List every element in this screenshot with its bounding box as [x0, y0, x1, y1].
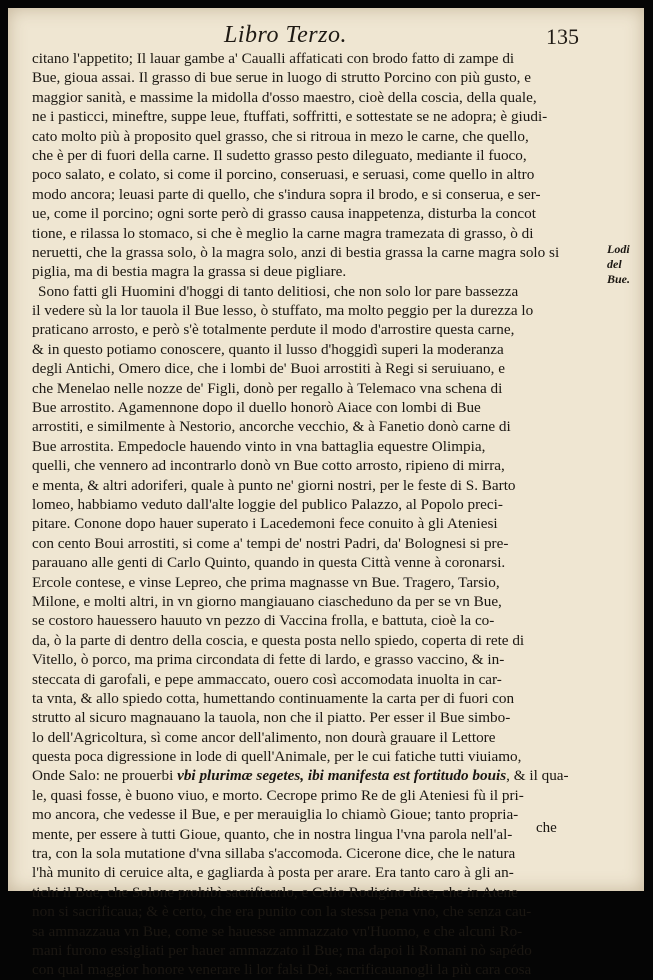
- latin-proverb: vbi plurimæ segetes, ibi manifesta est fortitudo bouis: [177, 767, 507, 785]
- text-line: ne i pasticci, mineftre, suppe leue, ftuffati, soffritti, e sottestate se ne adopra; è giudi-: [32, 108, 548, 126]
- text-line: sa ammazzaua vn Bue, come se hauesse ammazzato vn'Huomo, e che alcuni Ro-: [32, 922, 523, 940]
- text-line: Milone, e molti altri, in vn giorno mangiauano ciascheduno da per se vn Bue,: [32, 592, 502, 610]
- catchword: che: [536, 820, 557, 836]
- marginal-note-line: Lodi: [607, 242, 630, 256]
- text-line: tione, e rilassa lo stomaco, si che è meglio la carne magra tramezata di grasso, ò di: [32, 224, 534, 242]
- text-line: degli Antichi, Omero dice, che i lombi de' Buoi arrostiti à Regi si seruiuano, e: [32, 360, 506, 378]
- text-line: piglia, ma di bestia magra la grassa si deue pigliare.: [32, 263, 347, 281]
- paragraph-start-line: Sono fatti gli Huomini d'hoggi di tanto delitiosi, che non solo lor pare bassezza: [38, 282, 519, 300]
- text-line: Ercole contese, e vinse Lepreo, che prima magnasse vn Bue. Tragero, Tarsio,: [32, 573, 500, 591]
- text-line: mo ancora, che vedesse il Bue, e per merauiglia lo chiamò Gioue; tanto propria-: [32, 806, 519, 824]
- text-line: ue, come il porcino; ogni sorte però di grasso causa inappetenza, disturba la concot: [32, 205, 536, 223]
- body-text: [32, 49, 604, 980]
- text-line: poco salato, e colato, si come il porcino, conseruasi, e seruasi, come quello in altro: [32, 166, 535, 184]
- text-line: parauano alle genti di Carlo Quinto, quando in questa Città venne à coronarsi.: [32, 554, 506, 572]
- text-line: arrostiti, e similmente à Nestorio, ancorche vecchio, & à Fanetio donò carne di: [32, 418, 511, 436]
- text-line: praticano arrosto, e però s'è totalmente perdute il modo d'arrostire questa carne,: [32, 321, 515, 339]
- text-line: non si sacrificaua; & è certo, che era punito con la stessa pena vno, che senza cau-: [32, 903, 532, 921]
- text-line: ta vnta, & allo spiedo cotta, humettando continuamente la carta per di fuori con: [32, 689, 515, 707]
- text-line: lo dell'Agricoltura, sì come ancor dell'alimento, non dourà grauare il Lettore: [32, 728, 496, 746]
- text-line: pitare. Conone dopo hauer superato i Lacedemoni fece conuito à gli Ateniesi: [32, 515, 498, 533]
- text-line: mani furono essigliati per hauer ammazzato il Bue; ma dapoi li Romani nò sapédo: [32, 941, 532, 959]
- text-line: cato molto più à proposito quel grasso, che si ritroua in mezo le carne, che quello,: [32, 127, 529, 145]
- text-line: con qual maggior honore venerare li lor falsi Dei, sacrificauanogli la più cara cosa: [32, 961, 532, 979]
- running-title: Libro Terzo.: [224, 22, 347, 48]
- text-line: tichi il Bue, che Solone prohibì sacrificarlo, e Celio Rodigino dice, che in Atene: [32, 883, 518, 901]
- text-line: che è per di fuori della carne. Il sudetto grasso pesto dileguato, mediante il fuoco,: [32, 146, 527, 164]
- text-line: neruetti, che la grassa solo, ò la magra solo, anzi di bestia grassa la carne magra solo si: [32, 243, 560, 261]
- text-line: lomeo, habbiamo veduto dall'alte loggie del publico Palazzo, al Popolo preci-: [32, 495, 503, 513]
- text-line: citano l'appetito; Il lauar gambe a' Caualli affaticati con brodo fatto di zampe di: [32, 50, 515, 67]
- text-line: con cento Boui arrostiti, si come a' tempi de' nostri Padri, da' Bolognesi si pre-: [32, 534, 509, 552]
- text-line: e menta, & altri adoriferi, quale à punto ne' giorni nostri, per le feste di S. Barto: [32, 476, 516, 494]
- text-line: che Menelao nelle nozze de' Figli, donò per regallo à Telemaco vna schena di: [32, 379, 503, 397]
- text-line: steccata di garofali, e pepe ammaccato, ouero così accomodata inuolta in car-: [32, 670, 502, 688]
- text-line: maggior sanità, e massime la midolla d'osso maestro, cioè della coscia, della quale,: [32, 88, 537, 106]
- text-line: l'hà munito di ceruice alta, e gagliarda à posta per arare. Era tanto caro à gli an-: [32, 864, 514, 882]
- proverb-continuation: , & il qua-: [506, 767, 569, 785]
- proverb-line: [32, 766, 604, 785]
- page-number: 135: [546, 24, 579, 49]
- text-line: strutto al sicuro magnauano la tauola, non che il piatto. Per esser il Bue simbo-: [32, 709, 511, 727]
- text-line: quelli, che vennero ad incontrarlo donò vn Bue cotto arrosto, ripieno di mirra,: [32, 457, 505, 475]
- text-line: Bue arrostita. Empedocle hauendo vinto in vna battaglia equestre Olimpia,: [32, 437, 486, 455]
- text-line: Bue arrostito. Agamennone dopo il duello honorò Aiace con lombi di Bue: [32, 399, 481, 417]
- text-line: questa poca digressione in lode di quell'Animale, per le cui fatiche tutti viuiamo,: [32, 748, 522, 766]
- text-line: Vitello, ò porco, ma prima circondata di fette di lardo, e grasso vaccino, & in-: [32, 651, 505, 669]
- text-line: se costoro hauessero hauuto vn pezzo di Vaccina frolla, e battuta, cioè la co-: [32, 612, 495, 630]
- text-line: & in questo potiamo conoscere, quanto il lusso d'hoggidì superi la moderanza: [32, 340, 504, 358]
- marginal-note-line: del Bue.: [607, 257, 631, 286]
- text-line: da, ò la parte di dentro della coscia, e questa posta nello spiedo, coperta di rete di: [32, 631, 525, 649]
- marginal-note: [607, 242, 639, 287]
- text-line: il vedere sù la lor tauola il Bue lesso, ò stuffato, ma molto peggio per la durezza lo: [32, 302, 534, 320]
- text-line: Bue, gioua assai. Il grasso di bue serue in luogo di strutto Porcino con più gusto, e: [32, 69, 532, 87]
- text-line: modo ancora; leuasi parte di quello, che s'indura sopra il brodo, e si conserua, e ser-: [32, 185, 541, 203]
- text-line: mente, per essere à tutti Gioue, quanto, che in nostra lingua l'vna parola nell'al-: [32, 825, 513, 843]
- text-line: tra, con la sola mutatione d'vna sillaba s'accomoda. Cicerone dice, che le natura: [32, 845, 516, 863]
- text-line: le, quasi fosse, è buono viuo, e morto. Cecrope primo Re de gli Ateniesi fù il pri-: [32, 786, 524, 804]
- page: [8, 8, 644, 979]
- proverb-intro: Onde Salo: ne prouerbi: [32, 767, 178, 785]
